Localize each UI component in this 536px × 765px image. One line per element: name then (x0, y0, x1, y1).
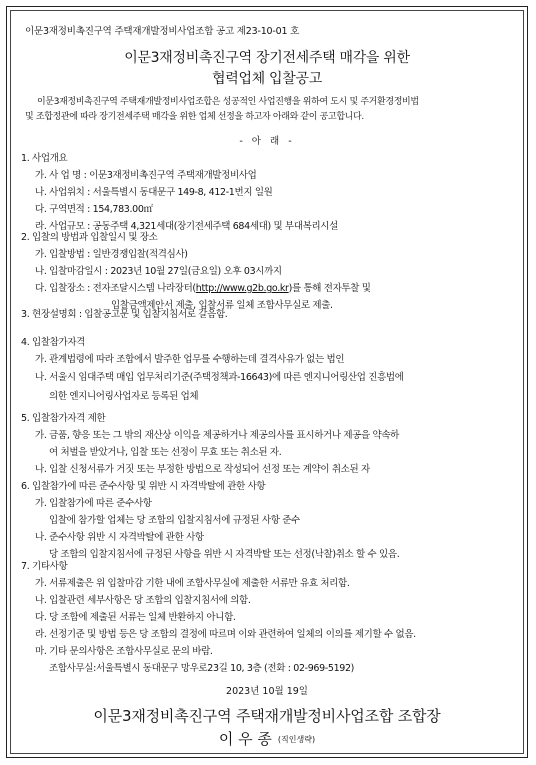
section-item: 여 처벌을 받았거나, 입찰 또는 선정이 무효 또는 취소된 자. (49, 447, 282, 458)
section-item: 라. 선정기준 및 방법 등은 당 조합의 결정에 따르며 이와 관련하여 일체의 이의를 제기할 수 없음. (35, 629, 416, 640)
section-compliance (21, 479, 513, 563)
section-item: 나. 서울시 임대주택 매입 업무처리기준(주택정책과-16643)에 따른 엔지니어링산업 진흥법에 (35, 372, 404, 383)
signatory-organization: 이문3재정비촉진구역 주택재개발정비사업조합 조합장 (93, 707, 441, 725)
intro-line: 이문3재정비촉진구역 주택재개발정비사업조합은 성공적인 사업진행을 위하여 도시 및 주거환경정비법 (37, 97, 419, 107)
section-item: 다. 구역면적 : 154,783.00㎡ (35, 204, 153, 215)
section-item: 마. 기타 문의사항은 조합사무실로 문의 바람. (35, 646, 213, 657)
section-item: 가. 입찰참가에 따른 준수사항 (35, 498, 152, 509)
section-item: 가. 입찰방법 : 일반경쟁입찰(적격심사) (35, 249, 188, 260)
section-item: 가. 서류제출은 위 입찰마감 기한 내에 조합사무실에 제출한 서류만 유효 처리함. (35, 578, 350, 589)
section-business-overview (21, 151, 513, 235)
section-heading: 1. 사업개요 (21, 153, 68, 164)
section-bidding-method (21, 230, 513, 314)
section-item-place (21, 280, 513, 297)
section-heading: 6. 입찰참가에 따른 준수사항 및 위반 시 자격박탈에 관한 사항 (21, 481, 266, 492)
signatory-name: 이 우 종 (218, 730, 272, 748)
notice-title-line2: 협력업체 입찰공고 (212, 71, 322, 87)
section-item: 나. 입찰관련 세부사항은 당 조합의 입찰지침서에 의함. (35, 595, 251, 606)
section-item: 가. 사 업 명 : 이문3재정비촉진구역 주택재개발정비사업 (35, 170, 257, 181)
section-item: 나. 입찰마감일시 : 2023년 10월 27일(금요일) 오후 03시까지 (35, 266, 282, 277)
section-heading: 3. 현장설명회 : 입찰공고문 및 입찰지침서로 갈음함. (21, 309, 228, 320)
section-item: 가. 금품, 향응 또는 그 밖의 재산상 이익을 제공하거나 제공의사를 표시하거나 제공을 약속하 (35, 430, 399, 441)
intro-paragraph (25, 95, 509, 125)
ahrae-divider: - 아 래 - (239, 136, 295, 147)
section-heading: 7. 기타사항 (21, 561, 68, 572)
notice-frame (6, 6, 528, 758)
notice-date: 2023년 10월 19일 (226, 686, 308, 697)
section-item: 당 조합의 입찰지침서에 규정된 사항을 위반 시 자격박탈 또는 선정(낙찰)취소 할 수 있음. (49, 549, 400, 560)
section-item: 가. 관계법령에 따라 조합에서 발주한 업무를 수행하는데 결격사유가 없는 법인 (35, 354, 345, 365)
section-site-briefing (21, 307, 513, 323)
notice-title-line1: 이문3재정비촉진구역 장기전세주택 매각을 위한 (124, 50, 410, 66)
section-heading: 4. 입찰참가자격 (21, 337, 85, 348)
signatory (11, 728, 523, 749)
notice-inner-frame (10, 10, 524, 754)
union-office-contact: 조합사무실:서울특별시 동대문구 망우로23길 10, 3층 (전화 : 02-969-5192) (49, 663, 355, 674)
section-other-matters (21, 559, 513, 677)
section-heading: 2. 입찰의 방법과 입찰일시 및 장소 (21, 232, 158, 243)
section-heading: 5. 입찰참가자격 제한 (21, 413, 106, 424)
section-item: 나. 입찰 신청서류가 거짓 또는 부정한 방법으로 작성되어 선정 또는 계약이 취소된 자 (35, 464, 370, 475)
intro-line: 및 조합정관에 따라 장기전세주택 매각을 위한 업체 선정을 하고자 아래와 같이 공고합니다. (25, 112, 364, 122)
section-eligibility-restriction (21, 411, 513, 478)
section-item: 라. 사업규모 : 공동주택 4,321세대(장기전세주택 684세대) 및 부대복리시설 (35, 221, 338, 232)
section-item: 나. 사업위치 : 서울특별시 동대문구 149-8, 412-1번지 일원 (35, 187, 273, 198)
notice-number-line: 이문3재정비촉진구역 주택재개발정비사업조합 공고 제23-10-01 호 (25, 26, 300, 37)
section-item: 입찰에 참가할 업체는 당 조합의 입찰지침서에 규정된 사항 준수 (49, 515, 300, 526)
place-suffix: )를 통해 전자투찰 및 (288, 283, 371, 294)
section-item: 의한 엔지니어링사업자로 등록된 업체 (49, 391, 199, 402)
section-item: 나. 준수사항 위반 시 자격박탈에 관한 사항 (35, 532, 204, 543)
g2b-link[interactable]: http://www.g2b.go.kr (195, 283, 289, 294)
section-item: 다. 당 조합에 제출된 서류는 일체 반환하지 아니함. (35, 612, 236, 623)
place-prefix: 다. 입찰장소 : 전자조달시스템 나라장터( (35, 283, 196, 294)
section-eligibility (21, 335, 513, 405)
section-item: 입찰금액제안서 제출, 입찰서류 일체 조합사무실로 제출. (111, 300, 333, 311)
seal-omitted-note: (직인생략) (277, 735, 316, 744)
